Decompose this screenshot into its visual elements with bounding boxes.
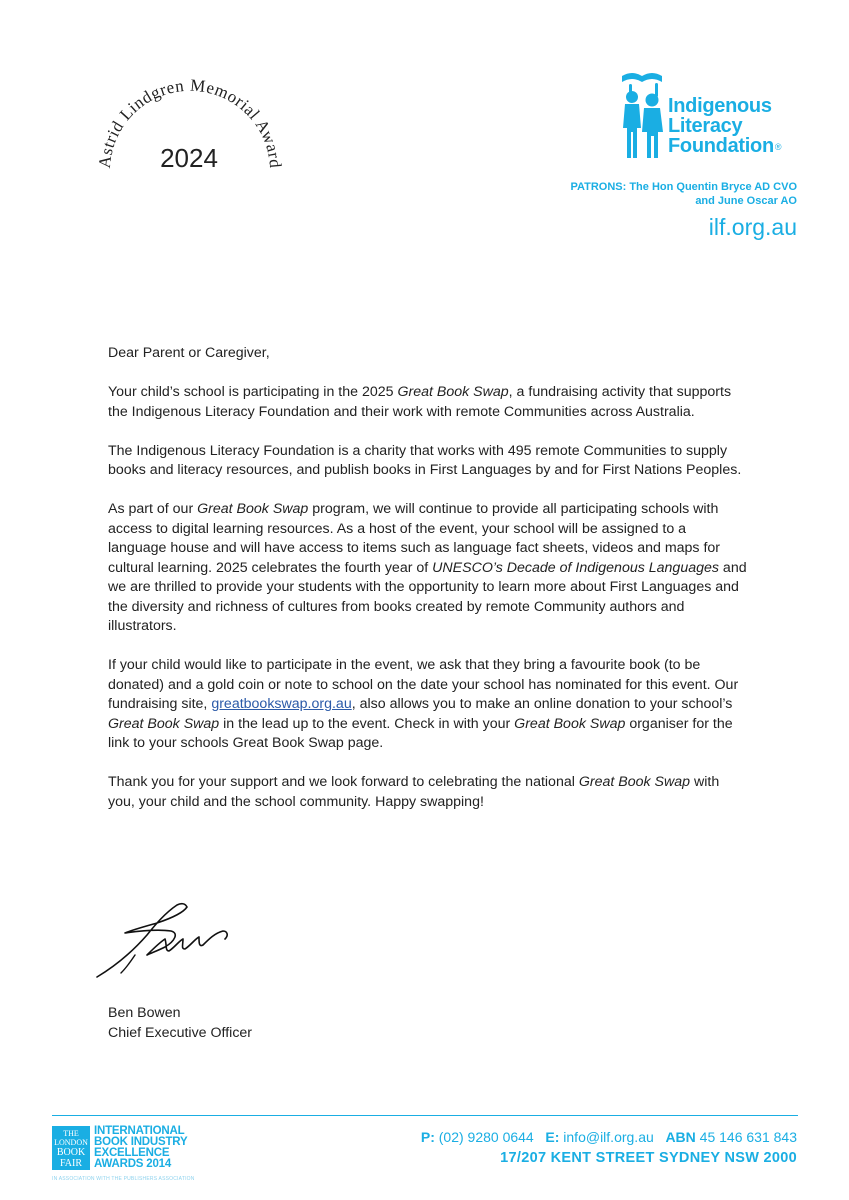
award-seal-year: 2024 (160, 143, 218, 173)
lbf-box-line3: BOOK (56, 1147, 86, 1158)
award-seal-arc-text: Astrid Lindgren Memorial Award (95, 75, 285, 170)
p5-text-b: with you, your child and the school community. Happy swapping! (108, 774, 720, 810)
lbf-title-line2: BOOK INDUSTRY (94, 1136, 188, 1148)
paragraph-5 (108, 773, 748, 812)
paragraph-3 (108, 500, 748, 637)
abn-label: ABN (665, 1129, 696, 1145)
p3-emphasis-1: Great Book Swap (197, 501, 309, 517)
lbf-box-line2: LONDON (54, 1138, 88, 1147)
ilf-name-line2: Literacy (668, 115, 743, 137)
p1-text-a: Your child’s school is participating in the 2025 (108, 384, 398, 400)
astrid-lindgren-award-seal (95, 55, 285, 245)
lbf-title-line1: INTERNATIONAL (94, 1125, 185, 1137)
london-book-fair-award-logo (52, 1126, 212, 1184)
ilf-wordmark (668, 96, 781, 157)
email-address[interactable]: info@ilf.org.au (563, 1129, 654, 1145)
phone-label: P: (420, 1129, 435, 1145)
lbf-title-line3: EXCELLENCE (94, 1147, 170, 1159)
phone-number[interactable]: (02) 9280 0644 (438, 1129, 534, 1145)
ilf-website[interactable]: ilf.org.au (708, 214, 797, 240)
p4-text-d: organiser for the link to your schools Great Book Swap page. (108, 715, 733, 751)
salutation: Dear Parent or Caregiver, (108, 345, 270, 361)
p4-text-b: , also allows you to make an online donation to your school’s (351, 696, 733, 712)
p4-emphasis-2: Great Book Swap (514, 715, 626, 732)
p1-emphasis: Great Book Swap (397, 384, 509, 400)
lbf-association-note: IN ASSOCIATION WITH THE PUBLISHERS ASSOCIATION (52, 1176, 195, 1182)
p3-emphasis-2: UNESCO’s Decade of Indigenous Languages (432, 559, 719, 576)
ilf-name-line3 (668, 136, 781, 157)
patrons-line2: and June Oscar AO (695, 195, 797, 207)
contact-details (421, 1127, 797, 1169)
signer-block (108, 1003, 252, 1043)
ilf-name-line1: Indigenous (668, 95, 772, 117)
london-book-fair-badge (52, 1126, 90, 1170)
abn-number: 45 146 631 843 (699, 1129, 797, 1145)
patrons (570, 180, 797, 208)
patrons-line1: PATRONS: The Hon Quentin Bryce AD CVO (570, 181, 797, 193)
p3-text-c: and we are thrilled to provide your students with the opportunity to learn more about First Languages and the diversity and richness of cultures from books created by remote Community authors and illustrators. (108, 559, 747, 634)
email-label: E: (545, 1129, 560, 1145)
contact-line1 (421, 1127, 797, 1148)
signer-name: Ben Bowen (108, 1005, 181, 1021)
ilf-name-line3-text: Foundation (668, 135, 774, 157)
letter-body (108, 344, 748, 832)
p5-emphasis: Great Book Swap (578, 774, 691, 790)
signature (95, 895, 240, 985)
p4-text-c: in the lead up to the event. Check in with your (219, 715, 515, 732)
signer-title: Chief Executive Officer (108, 1025, 253, 1041)
p1-text-b: , a fundraising activity that supports the Indigenous Literacy Foundation and their work with remote Communities across Australia. (108, 384, 732, 420)
p4-emphasis-1: Great Book Swap (108, 715, 220, 732)
p3-text-b: program, we will continue to provide all participating schools with access to digital learning resources. As a host of the event, your school will be assigned to a language house and will have access to items such as language fact sheets, videos and maps for cultural learning. 2025 celebrates the fourth year of (108, 501, 721, 576)
lbf-box-line4: FAIR (59, 1158, 83, 1169)
paragraph-1 (108, 383, 748, 422)
paragraph-4 (108, 656, 748, 754)
registered-mark: ® (774, 142, 782, 152)
footer-divider (52, 1115, 798, 1116)
lbf-title-line4: AWARDS 2014 (94, 1158, 172, 1170)
lbf-award-title (94, 1126, 187, 1170)
paragraph-2: The Indigenous Literacy Foundation is a charity that works with 495 remote Communities to supply books and literacy resources, and publish books in First Languages by and for First Nations Peoples. (108, 442, 742, 478)
p5-text-a: Thank you for your support and we look forward to celebrating the national (108, 774, 579, 790)
children-with-book-icon (618, 70, 668, 165)
award-seal-graphic (95, 55, 285, 245)
postal-address: 17/207 KENT STREET SYDNEY NSW 2000 (500, 1150, 797, 1166)
lbf-box-line1: THE (63, 1129, 79, 1138)
great-book-swap-link[interactable]: greatbookswap.org.au (211, 696, 352, 712)
p3-text-a: As part of our (108, 501, 198, 517)
handwritten-signature (95, 895, 240, 985)
p4-text-a: If your child would like to participate in the event, we ask that they bring a favourite book (to be donated) and a gold coin or note to school on the date your school has nominated for this event. Our fundraising site, (108, 657, 739, 712)
